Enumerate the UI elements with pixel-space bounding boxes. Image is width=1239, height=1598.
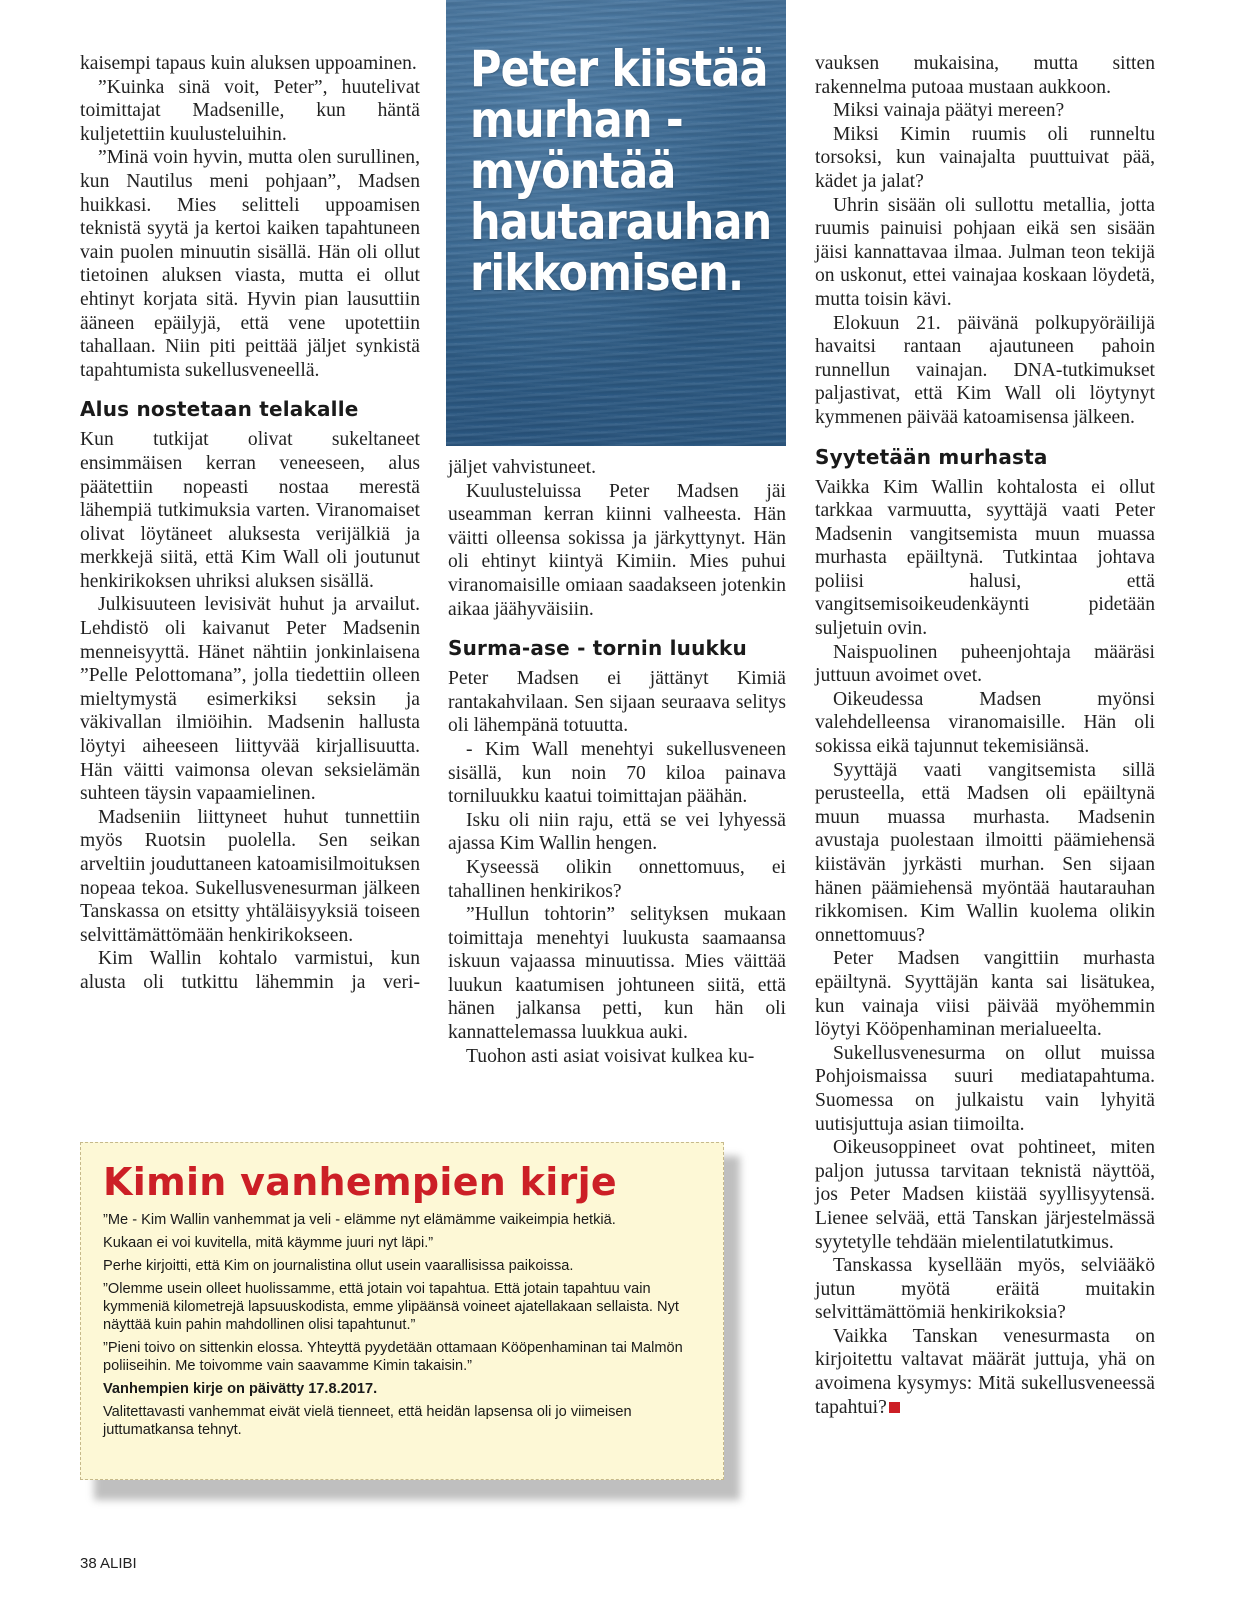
paragraph-text: Vaikka Tanskan venesurmasta on kirjoitettu valtavat määrät juttuja, yhä on avoimena kysymys: Mitä sukellusveneessä tapahtui? [815, 1325, 1155, 1418]
paragraph: Peter Madsen vangittiin murhasta epäiltynä. Syyttäjän kanta sai lisätukea, kun vainaja viisi päivää myöhemmin löytyi Kööpenhaminan merialueelta. [815, 948, 1155, 1041]
paragraph: Syyttäjä vaati vangitsemista sillä perusteella, että Madsen oli epäiltynä muun muassa murhasta. Madsenin avustaja puolestaan ilmoitti päämiehensä kiistävän jyrkästi murhan. Sen sijaan hänen päämiehensä myöntää hautarauhan rikkomisen. Kim Wallin kuolema olikin onnettomuus? [815, 759, 1155, 946]
headline-line: rikkomisen. [470, 244, 744, 302]
paragraph: ”Minä voin hyvin, mutta olen surullinen, kun Nautilus meni pohjaan”, Madsen huikkasi. Mies selitteli uppoamisen teknistä syytä ja kertoi kaiken tapahtuneen vain puolen minuutin sisällä. Hän oli ollut tietoinen aluksen viasta, mutta ei ollut ehtinyt korjata sitä. Hyvin pian lausuttiin ääneen epäilyjä, että vene upotettiin tahallaan. Niin piti peittää jäljet synkistä tapahtumista sukellusveneellä. [80, 147, 420, 381]
paragraph: Sukellusvenesurma on ollut muissa Pohjoismaissa suuri mediatapahtuma. Suomessa on julkaistu vain lyhyitä uutisjuttuja asian tiimoilta. [815, 1042, 1155, 1135]
sidebar-paragraph: ”Me - Kim Wallin vanhemmat ja veli - elämme nyt elämämme vaikeimpia hetkiä. [103, 1212, 616, 1228]
page-folio: 38 ALIBI [80, 1555, 137, 1572]
paragraph: - Kim Wall menehtyi sukellusveneen sisällä, kun noin 70 kiloa painava torniluukku kaatui toimittajan päähän. [448, 738, 786, 808]
paragraph: Tuohon asti asiat voisivat kulkea ku- [466, 1045, 755, 1067]
paragraph: Naispuolinen puheenjohtaja määräsi juttuun avoimet ovet. [815, 641, 1155, 687]
sea-photo [446, 0, 786, 446]
sidebar-title: Kimin vanhempien kirje [103, 1160, 617, 1204]
paragraph: Kyseessä olikin onnettomuus, ei tahallinen henkirikos? [448, 856, 786, 902]
paragraph: vauksen mukaisina, mutta sitten rakennelma putoaa mustaan aukkoon. [815, 53, 1155, 98]
paragraph: Elokuun 21. päivänä polkupyöräilijä havaitsi rantaan ajautuneen pahoin runnellun vainajan. DNA-tutkimukset paljastivat, että Kim Wall oli löytynyt kymmenen päivää katoamisensa jälkeen. [815, 312, 1155, 428]
headline-line: Peter kiistää [470, 40, 768, 98]
paragraph: Oikeudessa Madsen myönsi valehdelleensa viranomaisille. Hän oli sokissa eikä tajunnut tekemisiänsä. [815, 688, 1155, 758]
sidebar-paragraph: ”Olemme usein olleet huolissamme, että jotain voi tapahtua. Että jotain tapahtuu vain kymmeniä kilometrejä lapsuuskodista, emme ylipäänsä voineet ajatellakaan sellaista. Nyt näyttää kuin pahin mahdollinen olisi tapahtunut.” [103, 1281, 679, 1333]
headline [470, 40, 772, 302]
subheading: Syytetään murhasta [815, 444, 1048, 469]
paragraph: Miksi Kimin ruumis oli runneltu torsoksi, kun vainajalta puuttuivat pää, kädet ja jalat? [815, 123, 1155, 192]
article-column-2 [448, 456, 786, 1068]
subheading: Surma-ase - tornin luukku [448, 636, 747, 661]
headline-line: murhan - [470, 91, 683, 149]
sidebar-box [80, 1142, 724, 1480]
paragraph: Peter Madsen ei jättänyt Kimiä rantakahvilaan. Sen sijaan seuraava selitys oli lähempänä totuutta. [448, 668, 786, 737]
paragraph: Oikeusoppineet ovat pohtineet, miten paljon jutussa tarvitaan teknistä näyttöä, jos Peter Madsen kiistää syyllisyytensä. Lienee selvää, että Tanskan järjestelmässä syytetylle tehdään mielentilatutkimus. [815, 1137, 1155, 1253]
article-column-3 [815, 52, 1155, 1419]
sidebar-paragraph: Vanhempien kirje on päivätty 17.8.2017. [103, 1381, 378, 1397]
paragraph: Vaikka Kim Wallin kohtalosta ei ollut tarkkaa varmuutta, syyttäjä vaati Peter Madsenin vangitsemista muun muassa murhasta epäiltynä. Tutkintaa johtava poliisi halusi, että vangitsemisoikeudenkäynti pidetään suljetuin ovin. [815, 476, 1155, 640]
paragraph: Isku oli niin raju, että se vei lyhyessä ajassa Kim Wallin hengen. [448, 809, 786, 855]
paragraph [815, 1325, 1155, 1419]
headline-line: hautarauhan [470, 193, 772, 251]
paragraph: Kim Wallin kohtalo varmistui, kun alusta oli tutkittu lähemmin ja veri- [80, 948, 420, 993]
paragraph: ”Hullun tohtorin” selityksen mukaan toimittaja menehtyi luukusta saamaansa iskuun vajaassa minuutissa. Mies väittää luukun kaatumisen johtuneen siitä, että hänen jalkansa petti, kun hän oli kannattelemassa luukkua auki. [448, 904, 786, 1044]
sidebar-paragraph: ”Pieni toivo on sittenkin elossa. Yhteyttä pyydetään ottamaan Kööpenhaminan tai Malmön poliiseihin. Me toivomme vain saavamme Kimin takaisin.” [103, 1340, 683, 1374]
end-mark-icon [889, 1402, 900, 1413]
paragraph: Miksi vainaja päätyi mereen? [833, 100, 1065, 122]
paragraph: Julkisuuteen levisivät huhut ja arvailut. Lehdistö oli kaivanut Peter Madsenin menneisyyttä. Hänet nähtiin jonkinlaisena ”Pelle Pelottomana”, jolla tiedettiin olleen mieltymystä esimerkiksi seksin ja väkivallan ilmiöihin. Madsenin hallusta löytyi aiheeseen liittyvää kirjallisuutta. Hän väitti vaimonsa olevan seksielämän suhteen täysin vapaamielinen. [80, 594, 420, 805]
sidebar-paragraph: Kukaan ei voi kuvitella, mitä käymme juuri nyt läpi.” [103, 1235, 434, 1251]
paragraph: Madseniin liittyneet huhut tunnettiin myös Ruotsin puolella. Sen seikan arveltiin jouduttaneen katoamisilmoituksen nopeaa tekoa. Sukellusvenesurman jälkeen Tanskassa on etsitty yhtäläisyyksiä toiseen selvittämättömään henkirikokseen. [80, 806, 420, 946]
sidebar-paragraph: Valitettavasti vanhemmat eivät vielä tienneet, että heidän lapsensa oli jo viimeisen juttumatkansa tehnyt. [103, 1404, 632, 1438]
sidebar-paragraph: Perhe kirjoitti, että Kim on journalistina ollut usein vaarallisissa paikoissa. [103, 1258, 574, 1274]
paragraph: Uhrin sisään oli sullottu metallia, jotta ruumis painuisi pohjaan eikä sen sisään jäisi kannattavaa ilmaa. Julman teon tekijä on uskonut, ettei vainajaa koskaan löydetä, mutta toisin kävi. [815, 194, 1155, 310]
paragraph: Tanskassa kysellään myös, selviääkö jutun myötä eräitä muitakin selvittämättömiä henkirikoksia? [815, 1255, 1155, 1324]
article-column-1 [80, 52, 420, 995]
subheading: Alus nostetaan telakalle [80, 397, 359, 422]
paragraph: jäljet vahvistuneet. [448, 457, 596, 478]
paragraph: kaisempi tapaus kuin aluksen uppoaminen. [80, 53, 417, 74]
paragraph: ”Kuinka sinä voit, Peter”, huutelivat toimittajat Madsenille, kun häntä kuljetettiin kuulusteluihin. [80, 76, 420, 145]
headline-line: myöntää [470, 142, 676, 200]
paragraph: Kun tutkijat olivat sukeltaneet ensimmäisen kerran veneeseen, alus päätettiin nopeasti nostaa merestä lähempiä tutkimuksia varten. Viranomaiset olivat löytäneet aluksesta verijälkiä ja merkkejä siitä, että Kim Wall oli joutunut henkirikoksen uhriksi aluksen sisällä. [80, 429, 420, 592]
paragraph: Kuulusteluissa Peter Madsen jäi useamman kerran kiinni valheesta. Hän väitti olleensa sokissa ja järkyttynyt. Hän oli ehtinyt kiintyä Kimiin. Mies puhui viranomaisille omiaan saadakseen jotenkin aikaa jäähyväisiin. [448, 480, 786, 620]
